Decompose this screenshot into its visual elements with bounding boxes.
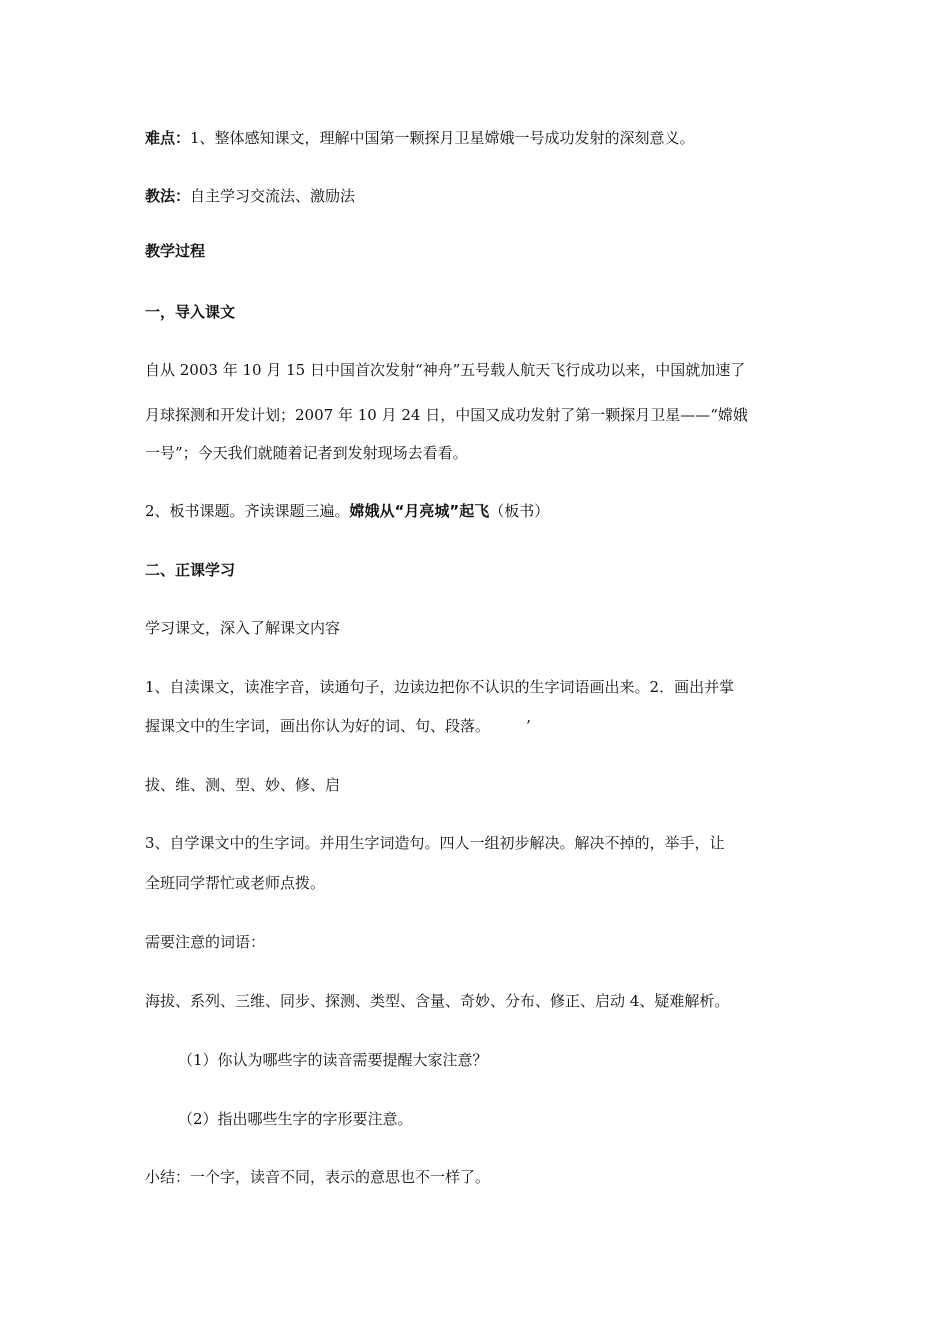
study-intro: 学习课文，深入了解课文内容 xyxy=(145,619,341,637)
step1-line-2-text: 握课文中的生字词，画出你认为好的词、句、段落。 xyxy=(145,717,491,735)
difficulty-text: 1、整体感知课文，理解中国第一颗探月卫星嫦娥一号成功发射的深刻意义。 xyxy=(190,129,695,147)
blackboard-suffix: （板书） xyxy=(489,502,550,520)
character-list: 拔、维、测、型、妙、修、启 xyxy=(145,776,341,794)
blackboard-prefix: 2、板书课题。齐读课题三遍。 xyxy=(145,502,350,520)
lesson-title: 嫦娥从“月亮城”起飞 xyxy=(349,502,490,520)
method-line xyxy=(145,186,805,206)
step3-line-1: 3、自学课文中的生字词。并用生字词造句。四人一组初步解决。解决不掉的，举手，让 xyxy=(145,834,725,852)
question-2: （2）指出哪些生字的字形要注意。 xyxy=(178,1110,413,1128)
method-label: 教法： xyxy=(145,187,191,205)
summary-line: 小结：一个字，读音不同，表示的意思也不一样了。 xyxy=(145,1168,491,1186)
notable-words-list: 海拔、系列、三维、同步、探测、类型、含量、奇妙、分布、修正、启动 4、疑难解析。 xyxy=(145,992,730,1010)
question-1: （1）你认为哪些字的读音需要提醒大家注意？ xyxy=(178,1051,488,1069)
stray-mark: ’ xyxy=(526,717,531,735)
intro-paragraph-line-1: 自从 2003 年 10 月 15 日中国首次发射“神舟”五号载人航天飞行成功以来，中国就加速了 xyxy=(145,361,746,379)
blackboard-title-line xyxy=(145,501,805,521)
section2-heading: 二、正课学习 xyxy=(145,561,236,579)
method-text: 自主学习交流法、激励法 xyxy=(190,187,356,205)
difficulty-label: 难点： xyxy=(145,129,191,147)
intro-paragraph-line-2: 月球探测和开发计划；2007 年 10 月 24 日，中国又成功发射了第一颗探月卫星——“嫦娥 xyxy=(145,406,748,424)
difficulty-line xyxy=(145,128,805,148)
step1-line-1: 1、自渎课文，读准字音，读通句子，边读边把你不认识的生字词语画出来。2．画出并掌 xyxy=(145,678,735,696)
notable-words-label: 需要注意的词语： xyxy=(145,933,266,951)
intro-paragraph-line-3: 一号”；今天我们就随着记者到发射现场去看看。 xyxy=(145,444,468,462)
process-title: 教学过程 xyxy=(145,242,206,260)
step1-line-2 xyxy=(145,716,805,736)
section1-heading: 一，导入课文 xyxy=(145,303,236,321)
step3-line-2: 全班同学帮忙或老师点拨。 xyxy=(145,874,326,892)
